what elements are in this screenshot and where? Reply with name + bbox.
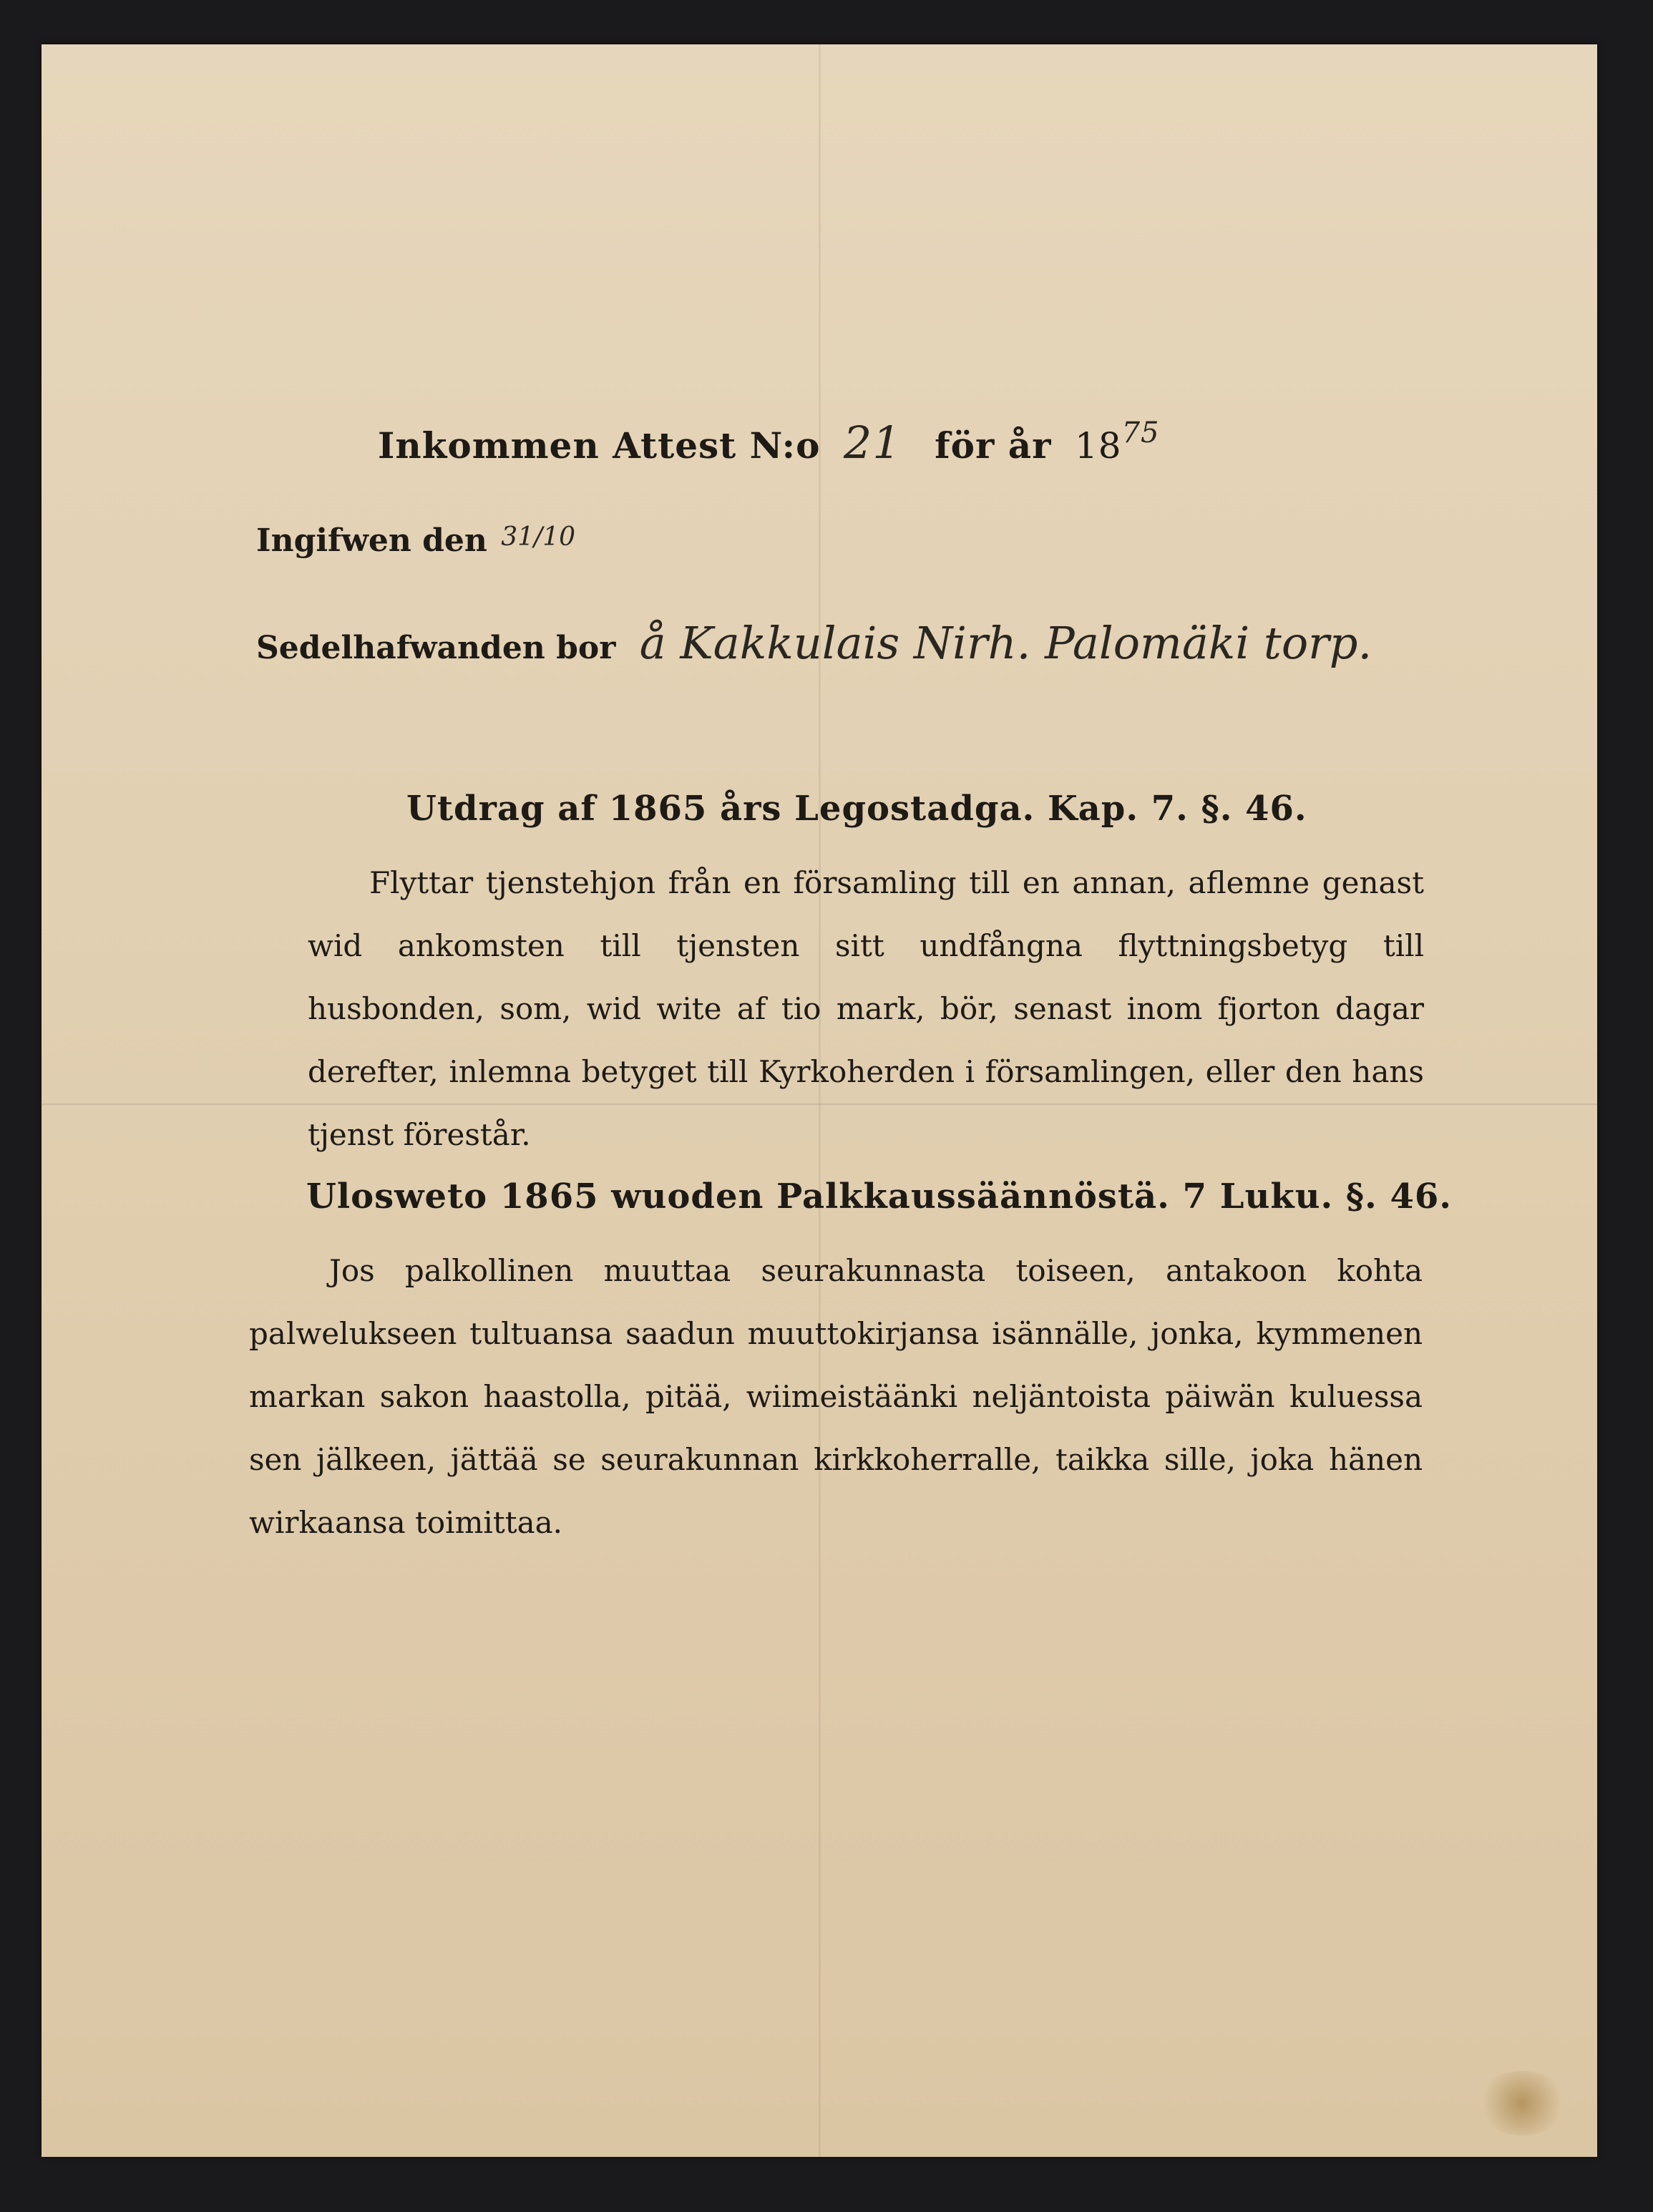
ingifwen-date-handwritten: 31/10 xyxy=(501,522,575,552)
residence-handwritten: å Kakkulais Nirh. Palomäki torp. xyxy=(639,617,1372,669)
document-paper xyxy=(42,44,1597,2157)
year-printed: 18 xyxy=(1074,425,1122,467)
year-handwritten: 75 xyxy=(1121,416,1160,449)
sedelhafwanden-row xyxy=(256,617,1372,669)
year-label: för år xyxy=(935,424,1052,467)
attest-number-handwritten: 21 xyxy=(843,416,902,469)
finnish-section-title: Ulosweto 1865 wuoden Palkkaussäännöstä. 7 Luku. §. 46. xyxy=(306,1176,1452,1217)
swedish-section-title: Utdrag af 1865 års Legostadga. Kap. 7. §. 46. xyxy=(406,789,1307,829)
paper-stain xyxy=(1476,2071,1569,2135)
attest-header xyxy=(378,416,1159,469)
ingifwen-label: Ingifwen den xyxy=(256,522,487,559)
attest-label: Inkommen Attest N:o xyxy=(378,424,821,467)
ingifwen-row xyxy=(256,522,575,559)
finnish-section-body: Jos palkollinen muuttaa seurakunnasta toiseen, antakoon kohta palwelukseen tultuansa saadun muuttokirjansa isännälle, jonka, kymmenen markan sakon haastolla, pitää, wiimeistäänki neljäntoista päiwän kuluessa sen jälkeen, jättää se seurakunnan kirkkoherralle, taikka sille, joka hänen wirkaansa toimittaa. xyxy=(249,1253,1423,1540)
swedish-section-body: Flyttar tjenstehjon från en församling till en annan, aflemne genast wid ankomsten till tjensten sitt undfångna flyttningsbetyg till husbonden, som, wid wite af tio mark, bör, senast inom fjorton dagar derefter, inlemna betyget till Kyrkoherden i församlingen, eller den hans tjenst förestår. xyxy=(308,865,1424,1152)
sedelhafwanden-label: Sedelhafwanden bor xyxy=(256,630,616,666)
